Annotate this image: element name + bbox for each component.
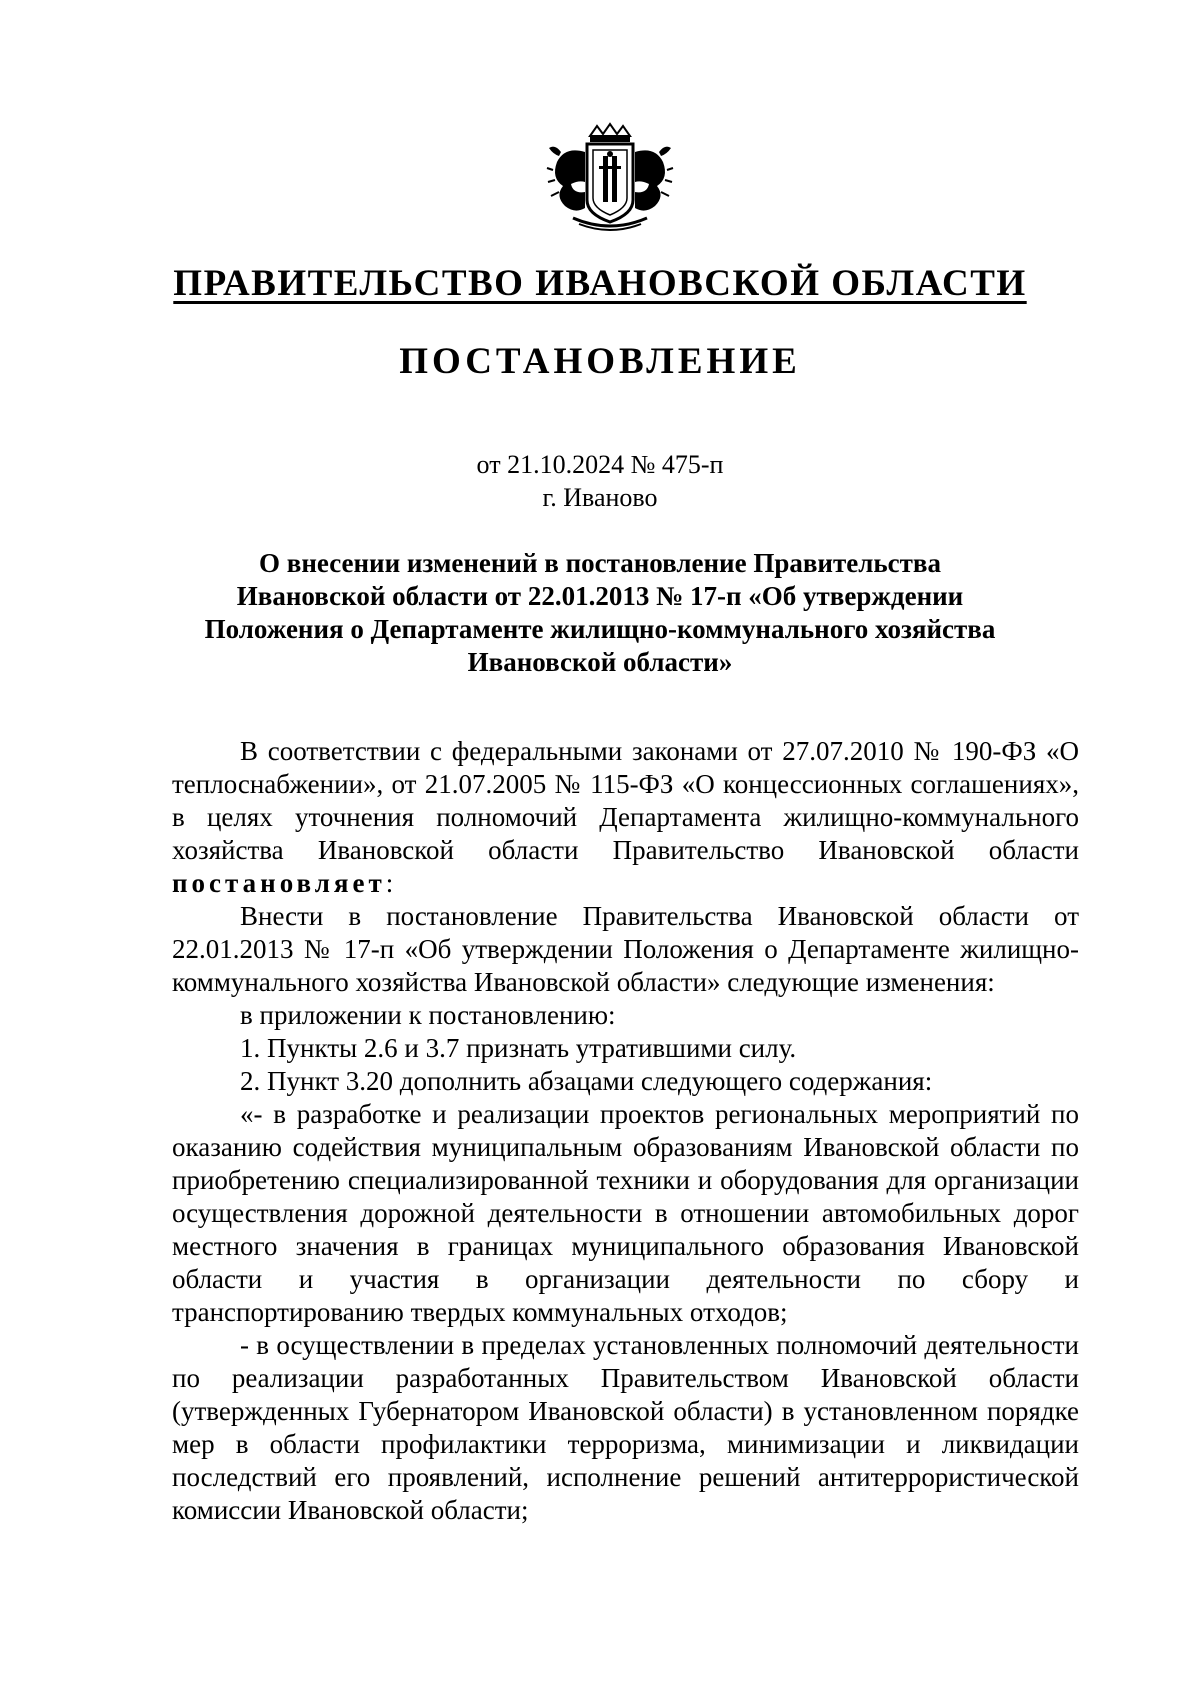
coat-of-arms-emblem — [545, 122, 675, 234]
document-type: ПОСТАНОВЛЕНИЕ — [399, 341, 801, 382]
subject-line: Положения о Департаменте жилищно-коммунального хозяйства — [204, 614, 996, 644]
body-paragraph: 2. Пункт 3.20 дополнить абзацами следующего содержания: — [240, 1066, 933, 1096]
preamble-paragraph — [172, 735, 1079, 900]
body-paragraph: 1. Пункты 2.6 и 3.7 признать утратившими силу. — [240, 1033, 797, 1063]
document-subject — [170, 547, 1030, 679]
organization-title — [0, 262, 1200, 305]
preamble-text: В соответствии с федеральными законами от 27.07.2010 № 190-ФЗ «О теплоснабжении», от 21.07.2005 № 115-ФЗ «О концессионных соглашениях», в целях уточнения полномочий Департамента жилищно-коммунального хозяйства Ивановской области Правительство Ивановской области — [172, 736, 1079, 865]
body-paragraph: - в осуществлении в пределах установленных полномочий деятельности по реализации разработанных Правительством Ивановской области (утвержденных Губернатором Ивановской области) в установленном порядке мер в области профилактики терроризма, минимизации и ликвидации последствий его проявлений, исполнение решений антитеррористической комиссии Ивановской области; — [172, 1330, 1079, 1525]
body-paragraph: в приложении к постановлению: — [240, 1000, 616, 1030]
city: г. Иваново — [542, 483, 658, 512]
body-paragraph: «- в разработке и реализации проектов региональных мероприятий по оказанию содействия муниципальным образованиям Ивановской области по приобретению специализированной техники и оборудования для организации осуществления дорожной деятельности в отношении автомобильных дорог местного значения в границах муниципального образования Ивановской области и участия в организации деятельности по сбору и транспортированию твердых коммунальных отходов; — [172, 1099, 1079, 1327]
preamble-end: : — [385, 868, 394, 898]
body-paragraph: Внести в постановление Правительства Ивановской области от 22.01.2013 № 17-п «Об утверждении Положения о Департаменте жилищно-коммунального хозяйства Ивановской области» следующие изменения: — [172, 901, 1079, 997]
subject-line: О внесении изменений в постановление Правительства — [259, 548, 941, 578]
subject-line: Ивановской области» — [467, 647, 733, 677]
date-number: от 21.10.2024 № 475-п — [476, 450, 724, 479]
document-meta — [0, 448, 1200, 514]
subject-line: Ивановской области от 22.01.2013 № 17-п «Об утверждении — [236, 581, 964, 611]
organization-title-text: ПРАВИТЕЛЬСТВО ИВАНОВСКОЙ ОБЛАСТИ — [173, 263, 1027, 304]
document-body — [172, 735, 1079, 1527]
preamble-keyword: постановляет — [172, 868, 386, 898]
